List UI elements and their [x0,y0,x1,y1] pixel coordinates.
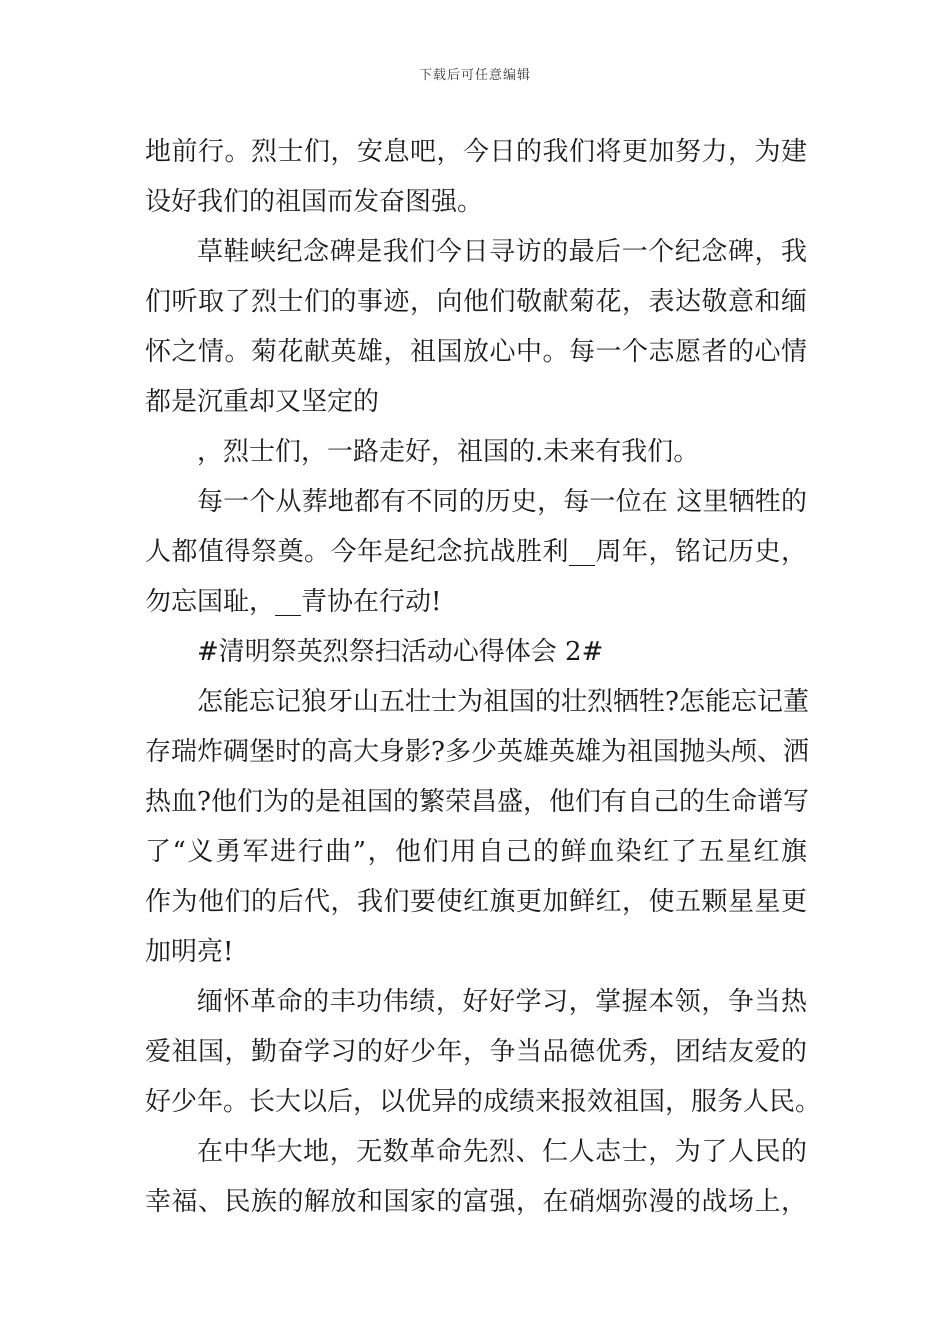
text-line: 热血?他们为的是祖国的繁荣昌盛，他们有自己的生命谱写 [145,787,809,817]
text-line: 怎能忘记狼牙山五壮士为祖国的壮烈牺牲?怎能忘记董 [197,687,809,717]
text-line: ，烈士们，一路走好，祖国的.未来有我们。 [197,437,700,467]
text-line: 幸福、民族的解放和国家的富强，在硝烟弥漫的战场上， [145,1187,807,1217]
text-line: 存瑞炸碉堡时的高大身影?多少英雄英雄为祖国抛头颅、洒 [145,737,809,767]
text-line: 怀之情。菊花献英雄，祖国放心中。每一个志愿者的心情 [145,337,807,367]
text-line: 作为他们的后代，我们要使红旗更加鲜红，使五颗星星更 [145,887,807,917]
text-line: 地前行。烈士们，安息吧，今日的我们将更加努力，为建 [145,137,807,167]
section-heading: #清明祭英烈祭扫活动心得体会 2# [197,637,604,667]
text-line: 在中华大地，无数革命先烈、仁人志士，为了人民的 [197,1137,807,1167]
text-line: 勿忘国耻，__青协在行动! [145,587,442,617]
text-line: 都是沉重却又坚定的 [145,387,380,417]
text-line: 草鞋峡纪念碑是我们今日寻访的最后一个纪念碑，我 [197,237,807,267]
text-line: 缅怀革命的丰功伟绩，好好学习，掌握本领，争当热 [197,987,807,1017]
text-line: 人都值得祭奠。今年是纪念抗战胜利__周年，铭记历史， [145,537,807,567]
text-line: 爱祖国，勤奋学习的好少年，争当品德优秀，团结友爱的 [145,1037,807,1067]
text-line: 们听取了烈士们的事迹，向他们敬献菊花，表达敬意和缅 [145,287,807,317]
text-line: 设好我们的祖国而发奋图强。 [145,187,484,217]
text-line: 好少年。长大以后，以优异的成绩来报效祖国，服务人民。 [145,1087,822,1117]
page-header-note: 下载后可任意编辑 [418,68,531,83]
document-body [145,127,822,1227]
text-line: 加明亮! [145,937,234,967]
text-line: 每一个从葬地都有不同的历史，每一位在 这里牺牲的 [197,487,807,517]
text-line: 了“义勇军进行曲”，他们用自己的鲜血染红了五星红旗 [145,837,807,867]
